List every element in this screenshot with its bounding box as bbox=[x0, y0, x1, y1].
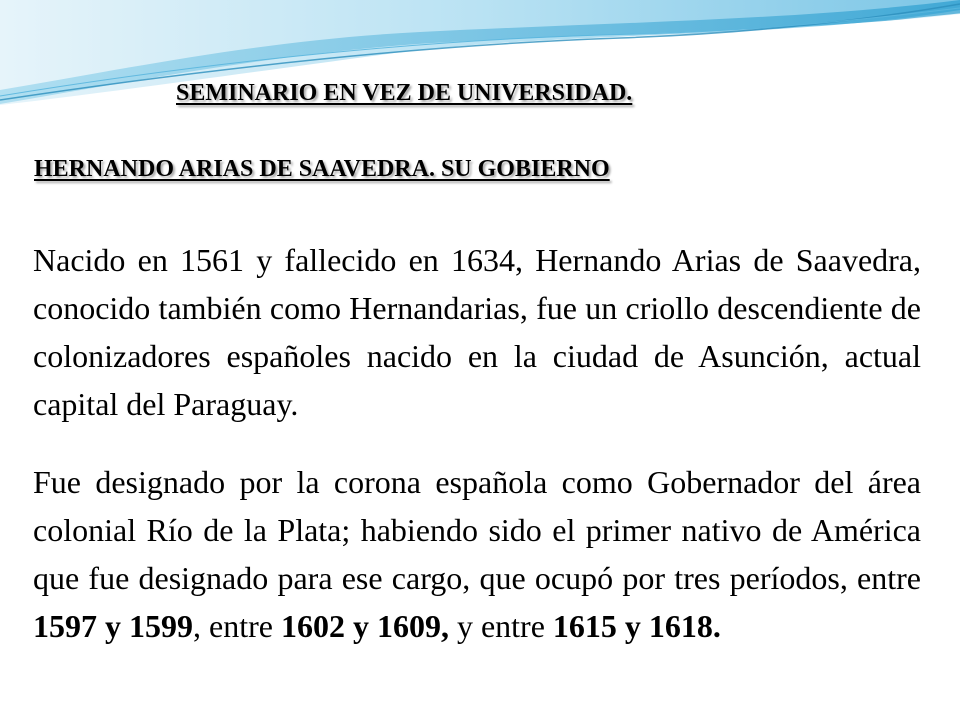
decorative-wave-header bbox=[0, 0, 960, 130]
term-1-years: 1597 y 1599 bbox=[33, 608, 193, 644]
separator-1: , entre bbox=[193, 608, 281, 644]
slide-title: SEMINARIO EN VEZ DE UNIVERSIDAD. bbox=[176, 80, 633, 106]
term-3-years: 1615 y 1618. bbox=[552, 608, 721, 644]
section-subtitle: HERNANDO ARIAS DE SAAVEDRA. SU GOBIERNO bbox=[34, 156, 610, 182]
separator-2: y entre bbox=[448, 608, 553, 644]
term-2-years: 1602 y 1609, bbox=[280, 608, 449, 644]
paragraph-birth: Nacido en 1561 y fallecido en 1634, Hernando Arias de Saavedra, conocido también como Hernandarias, fue un criollo descendiente de colonizadores españoles nacido en la ciudad de Asunción, actual capital del Paraguay. bbox=[33, 242, 921, 422]
paragraph-governor bbox=[33, 458, 921, 650]
paragraph-governor-intro: Fue designado por la corona española como Gobernador del área colonial Río de la Plata; habiendo sido el primer nativo de América que fue designado para ese cargo, que ocupó por tres períodos, entre bbox=[33, 464, 921, 596]
